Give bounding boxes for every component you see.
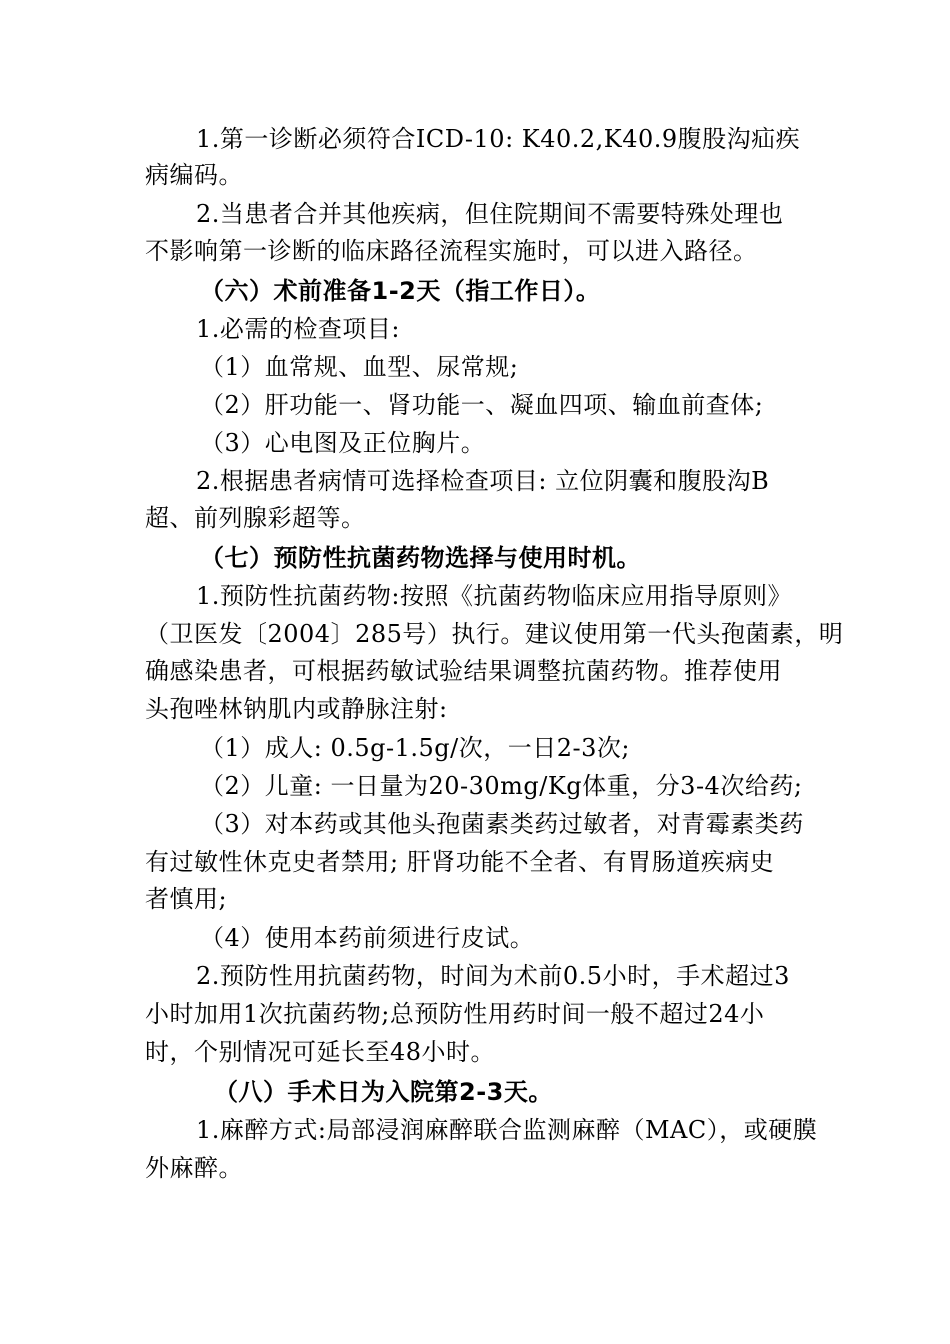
list-item: （1）成人: 0.5g-1.5g/次，一日2-3次; [200, 734, 630, 762]
paragraph-line: 者慎用; [145, 885, 228, 913]
paragraph-line: 头孢唑林钠肌内或静脉注射: [145, 695, 448, 723]
section-heading: （六）术前准备1-2天（指工作日）。 [200, 277, 601, 305]
list-item: （2）儿童: 一日量为20-30mg/Kg体重，分3-4次给药; [200, 772, 803, 800]
paragraph-line: 1.麻醉方式:局部浸润麻醉联合监测麻醉（MAC），或硬膜 [196, 1116, 818, 1144]
paragraph-line: 1.预防性抗菌药物:按照《抗菌药物临床应用指导原则》 [196, 582, 792, 610]
paragraph-line: 有过敏性休克史者禁用; 肝肾功能不全者、有胃肠道疾病史 [145, 848, 775, 876]
list-item: （2）肝功能一、肾功能一、凝血四项、输血前查体; [200, 391, 764, 419]
list-item: （3）心电图及正位胸片。 [200, 429, 486, 457]
section-heading: （七）预防性抗菌药物选择与使用时机。 [200, 544, 641, 572]
list-item: （3）对本药或其他头孢菌素类药过敏者，对青霉素类药 [200, 810, 804, 838]
list-item: （1）血常规、血型、尿常规; [200, 353, 519, 381]
list-item: （4）使用本药前须进行皮试。 [200, 924, 535, 952]
paragraph-line: 2.根据患者病情可选择检查项目: 立位阴囊和腹股沟B [196, 467, 770, 495]
paragraph-line: 2.预防性用抗菌药物，时间为术前0.5小时，手术超过3 [196, 962, 790, 990]
paragraph-line: （卫医发〔2004〕285号）执行。建议使用第一代头孢菌素，明 [145, 620, 844, 648]
paragraph-line: 2.当患者合并其他疾病，但住院期间不需要特殊处理也 [196, 200, 784, 228]
paragraph-line: 时，个别情况可延长至48小时。 [145, 1038, 496, 1066]
paragraph-line: 不影响第一诊断的临床路径流程实施时，可以进入路径。 [145, 237, 758, 265]
paragraph-line: 1.必需的检查项目: [196, 315, 400, 343]
paragraph-line: 病编码。 [145, 161, 243, 189]
section-heading: （八）手术日为入院第2-3天。 [214, 1078, 553, 1106]
paragraph-line: 小时加用1次抗菌药物;总预防性用药时间一般不超过24小 [145, 1000, 765, 1028]
paragraph-line: 1.第一诊断必须符合ICD-10: K40.2,K40.9腹股沟疝疾 [196, 125, 801, 153]
paragraph-line: 超、前列腺彩超等。 [145, 504, 366, 532]
paragraph-line: 外麻醉。 [145, 1154, 243, 1182]
paragraph-line: 确感染患者，可根据药敏试验结果调整抗菌药物。推荐使用 [145, 657, 782, 685]
